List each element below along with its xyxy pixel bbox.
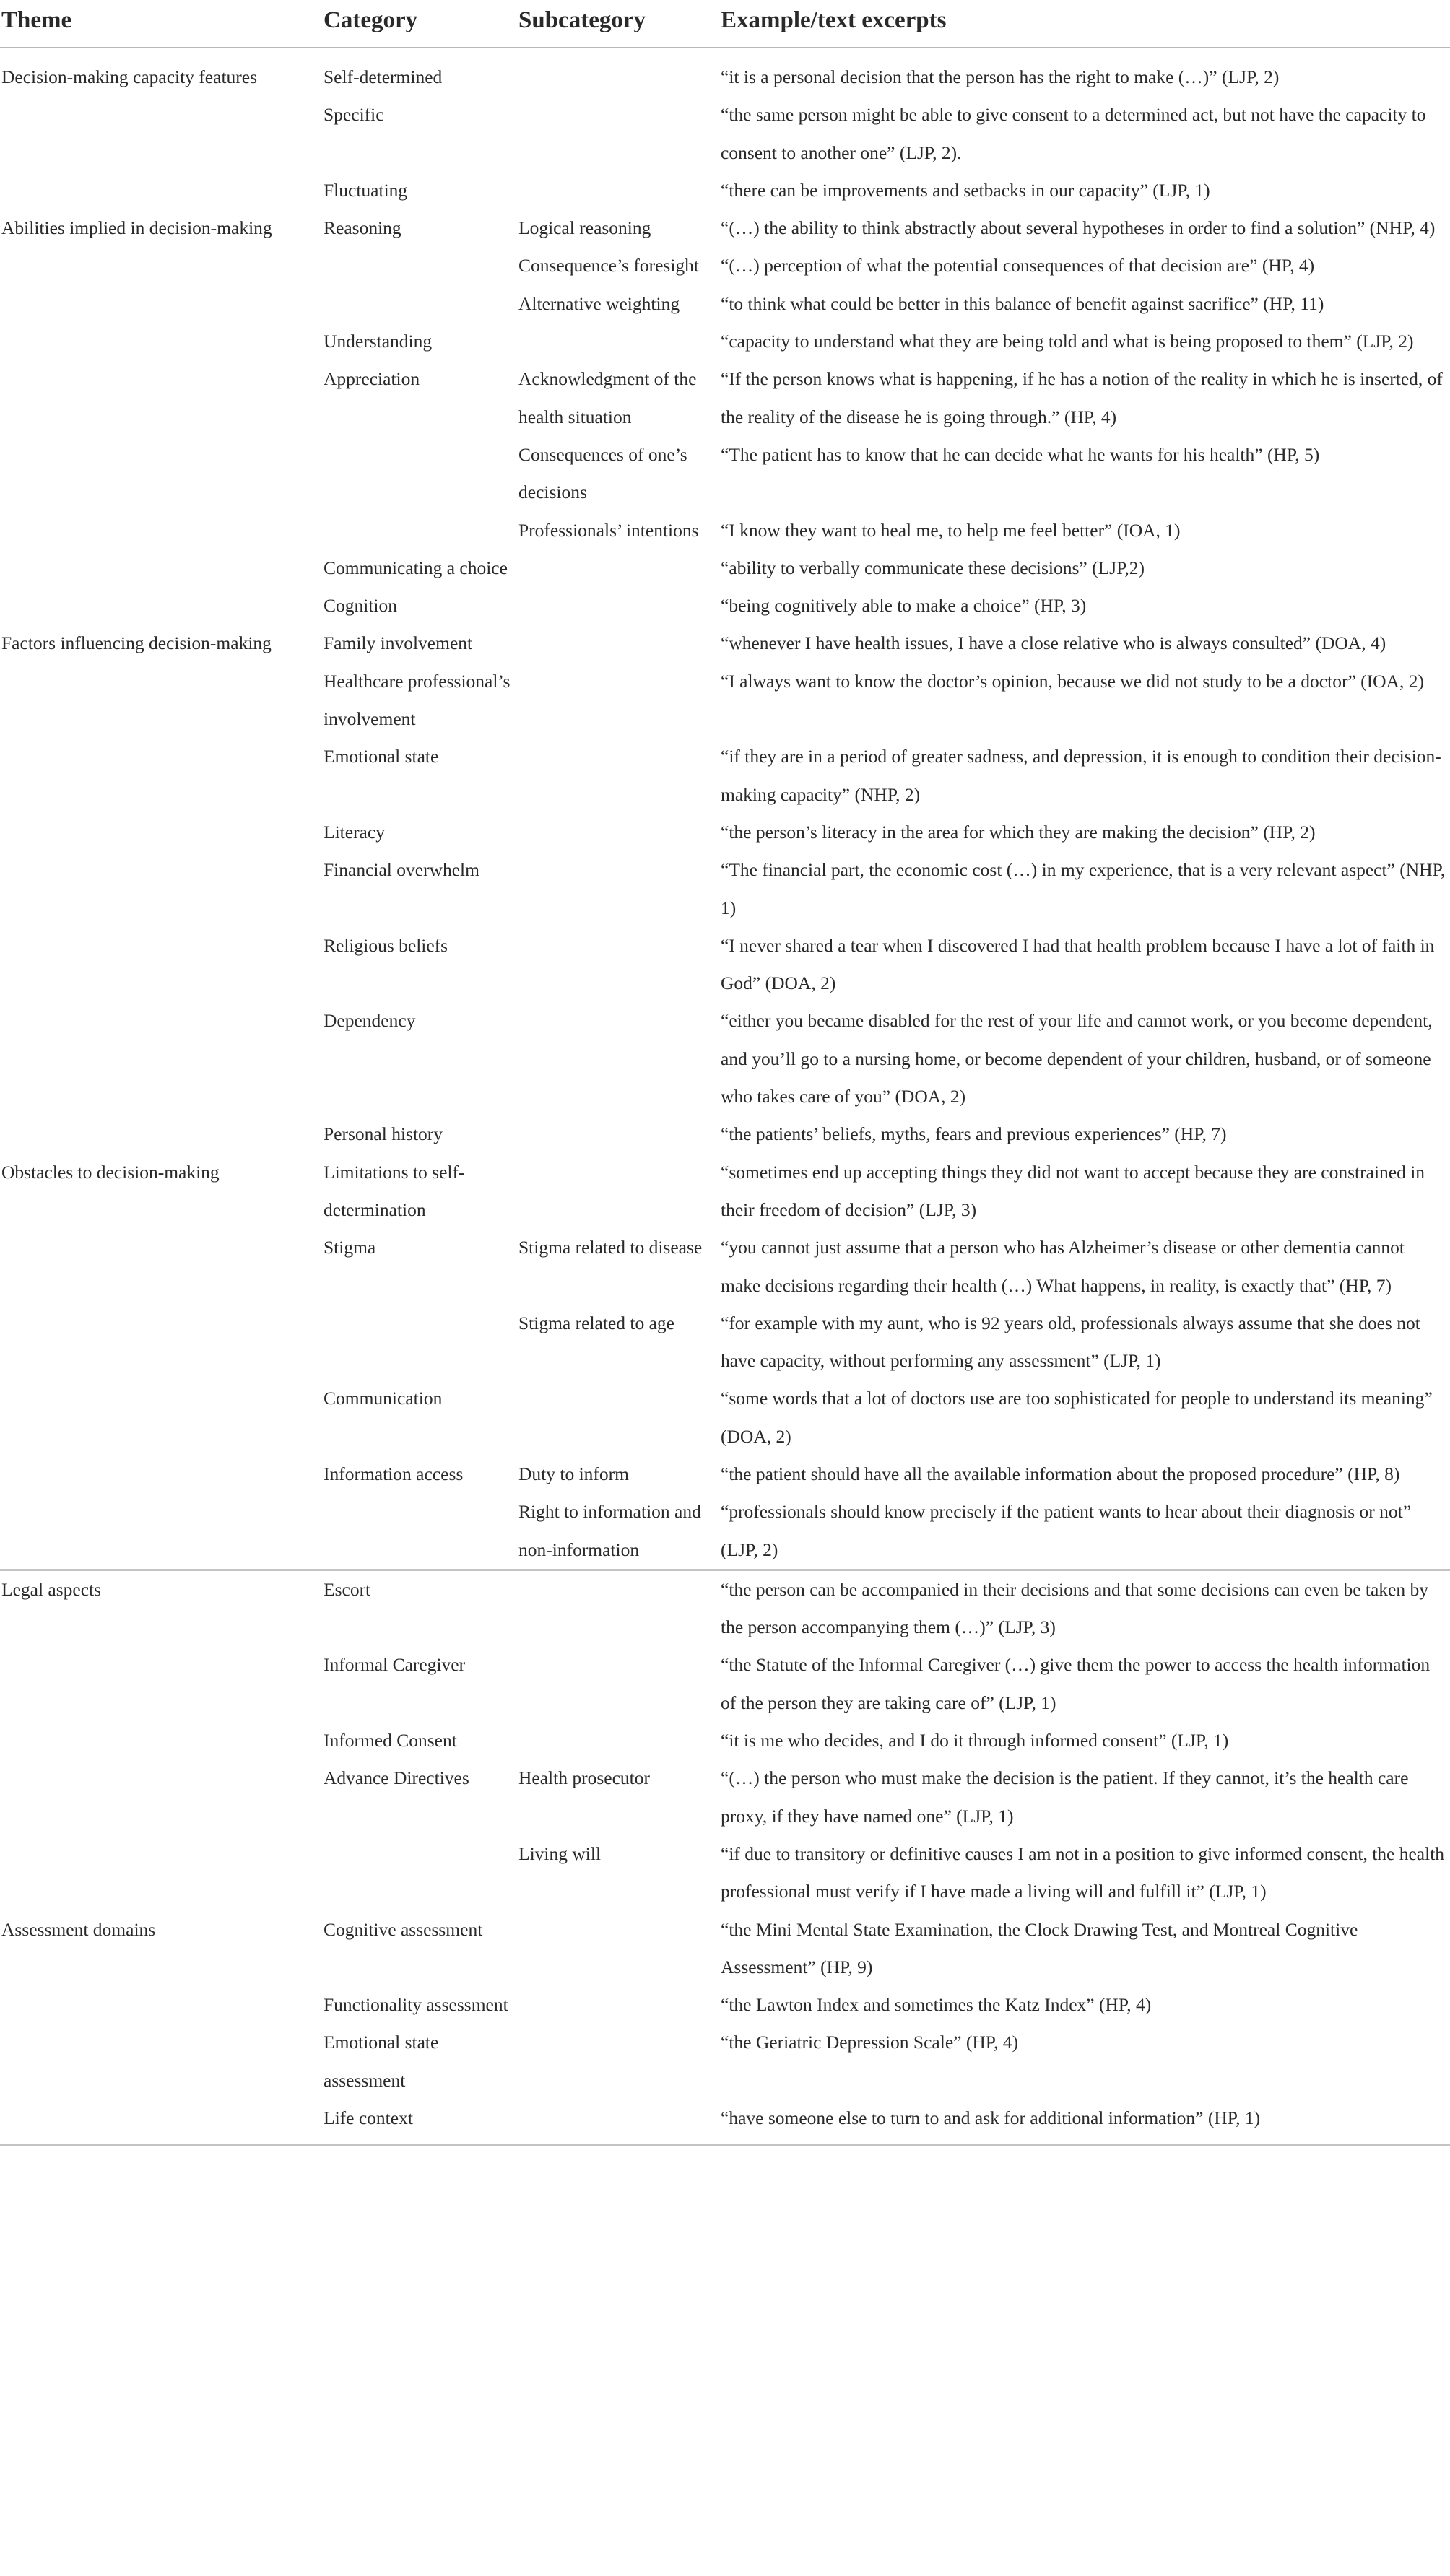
cell-subcategory: Acknowledgment of the health situation: [518, 368, 697, 427]
cell-subcategory: [518, 663, 721, 739]
cell-subcategory: Health prosecutor: [518, 1767, 650, 1789]
cell-theme: [0, 1115, 324, 1153]
table-row: [0, 48, 1450, 96]
table-row: [0, 1911, 1450, 1987]
table-row: [0, 360, 1450, 436]
cell-theme: [0, 360, 324, 436]
cell-excerpt: “the patients’ beliefs, myths, fears and previous experiences” (HP, 7): [721, 1123, 1227, 1145]
cell-category: Stigma: [324, 1237, 376, 1258]
cell-excerpt: “capacity to understand what they are being told and what is being proposed to them” (LJP, 2): [721, 331, 1414, 352]
cell-category: Reasoning: [324, 217, 401, 239]
cell-theme: Obstacles to decision-making: [1, 1161, 220, 1183]
cell-excerpt: “some words that a lot of doctors use are too sophisticated for people to understand its meaning” (DOA, 2): [721, 1388, 1433, 1447]
cell-theme: [0, 436, 324, 512]
cell-category: Understanding: [324, 331, 433, 352]
cell-category: Self-determined: [324, 66, 443, 87]
cell-excerpt: “The financial part, the economic cost (…) in my experience, that is a very relevant aspect” (NHP, 1): [721, 859, 1446, 918]
cell-subcategory: Right to information and non-information: [518, 1501, 701, 1560]
cell-theme: [0, 1305, 324, 1380]
cell-category: [324, 512, 518, 549]
cell-category: Religious beliefs: [324, 934, 448, 956]
cell-theme: [0, 814, 324, 851]
cell-subcategory: [518, 1115, 721, 1153]
cell-theme: [0, 927, 324, 1003]
table-row: [0, 2024, 1450, 2099]
cell-subcategory: [518, 1570, 721, 1646]
table-row: [0, 1002, 1450, 1115]
cell-category: [324, 285, 518, 323]
header-theme: Theme: [0, 0, 324, 48]
cell-excerpt: “whenever I have health issues, I have a close relative who is always consulted” (DOA, 4): [721, 632, 1386, 654]
table-row: [0, 587, 1450, 625]
cell-theme: [0, 1646, 324, 1722]
cell-category: [324, 1493, 518, 1570]
cell-subcategory: [518, 2024, 721, 2099]
cell-theme: [0, 1380, 324, 1455]
table-row: [0, 1986, 1450, 2024]
table-row: [0, 1570, 1450, 1646]
cell-excerpt: “I always want to know the doctor’s opinion, because we did not study to be a doctor” (IOA, 2): [721, 670, 1424, 692]
cell-category: Communicating a choice: [324, 557, 508, 578]
cell-theme: [0, 851, 324, 927]
cell-category: Specific: [324, 104, 384, 126]
table-row: [0, 851, 1450, 927]
cell-category: Communication: [324, 1388, 443, 1409]
cell-theme: Assessment domains: [1, 1918, 156, 1940]
cell-subcategory: Logical reasoning: [518, 217, 651, 239]
cell-excerpt: “being cognitively able to make a choice” (HP, 3): [721, 595, 1087, 617]
table-row: [0, 1154, 1450, 1230]
cell-excerpt: “if they are in a period of greater sadness, and depression, it is enough to condition their decision-making capacity” (NHP, 2): [721, 746, 1441, 805]
cell-excerpt: “the Mini Mental State Examination, the Clock Drawing Test, and Montreal Cognitive Assessment” (HP, 9): [721, 1918, 1358, 1977]
table-row: [0, 1493, 1450, 1570]
cell-subcategory: [518, 927, 721, 1003]
cell-category: Cognition: [324, 595, 398, 617]
cell-subcategory: [518, 172, 721, 209]
cell-theme: [0, 285, 324, 323]
cell-excerpt: “you cannot just assume that a person who has Alzheimer’s disease or other dementia cannot make decisions regarding their health (…) What happens, in reality, is exactly that” (HP, 7): [721, 1237, 1405, 1296]
cell-subcategory: Professionals’ intentions: [518, 519, 699, 541]
cell-category: Informal Caregiver: [324, 1654, 466, 1676]
cell-category: Functionality assessment: [324, 1994, 508, 2016]
header-excerpt: Example/text excerpts: [721, 0, 1450, 48]
cell-excerpt: “there can be improvements and setbacks in our capacity” (LJP, 1): [721, 179, 1210, 201]
cell-category: [324, 247, 518, 284]
cell-subcategory: [518, 1646, 721, 1722]
cell-excerpt: “to think what could be better in this balance of benefit against sacrifice” (HP, 11): [721, 292, 1324, 314]
cell-subcategory: [518, 323, 721, 360]
cell-category: Dependency: [324, 1010, 416, 1032]
table-row: [0, 2099, 1450, 2146]
cell-theme: Abilities implied in decision-making: [1, 217, 272, 239]
cell-theme: [0, 172, 324, 209]
cell-category: Fluctuating: [324, 179, 408, 201]
cell-subcategory: [518, 48, 721, 96]
cell-category: Literacy: [324, 821, 385, 843]
header-row: [0, 0, 1450, 48]
table-row: [0, 512, 1450, 549]
cell-theme: [0, 587, 324, 625]
cell-excerpt: “the patient should have all the available information about the proposed procedure” (HP, 8): [721, 1463, 1400, 1484]
table-row: [0, 1305, 1450, 1380]
table-row: [0, 1229, 1450, 1305]
cell-subcategory: [518, 1986, 721, 2024]
cell-subcategory: [518, 587, 721, 625]
cell-excerpt: “(…) perception of what the potential consequences of that decision are” (HP, 4): [721, 255, 1315, 277]
cell-theme: Legal aspects: [0, 1570, 324, 1646]
cell-excerpt: “for example with my aunt, who is 92 years old, professionals always assume that she does not have capacity, without performing any assessment” (LJP, 1): [721, 1312, 1420, 1372]
cell-category: Emotional state assessment: [324, 2032, 439, 2091]
table-row: [0, 1380, 1450, 1455]
cell-excerpt: “the same person might be able to give consent to a determined act, but not have the capacity to consent to another one” (LJP, 2).: [721, 104, 1426, 163]
table-row: [0, 549, 1450, 587]
table-row: [0, 1646, 1450, 1722]
table-row: [0, 247, 1450, 284]
table-row: [0, 96, 1450, 172]
cell-excerpt: “The patient has to know that he can decide what he wants for his health” (HP, 5): [721, 443, 1320, 465]
table-header: [0, 0, 1450, 48]
cell-subcategory: Stigma related to disease: [518, 1237, 703, 1258]
table-body: [0, 48, 1450, 2146]
cell-subcategory: [518, 1002, 721, 1115]
cell-subcategory: [518, 96, 721, 172]
cell-excerpt: “(…) the ability to think abstractly about several hypotheses in order to find a solution” (NHP, 4): [721, 217, 1436, 239]
cell-category: Healthcare professional’s involvement: [324, 670, 511, 730]
cell-category: Appreciation: [324, 368, 420, 390]
cell-category: Advance Directives: [324, 1767, 469, 1789]
table-row: [0, 663, 1450, 739]
cell-theme: Factors influencing decision-making: [1, 632, 272, 654]
cell-theme: [0, 1455, 324, 1493]
cell-subcategory: Alternative weighting: [518, 292, 680, 314]
cell-subcategory: Living will: [518, 1842, 602, 1864]
table-row: [0, 1455, 1450, 1493]
table-row: [0, 927, 1450, 1003]
table-row: [0, 1835, 1450, 1911]
cell-subcategory: [518, 1380, 721, 1455]
cell-excerpt: “ability to verbally communicate these decisions” (LJP,2): [721, 557, 1145, 578]
cell-category: Emotional state: [324, 746, 439, 767]
cell-excerpt: “If the person knows what is happening, if he has a notion of the reality in which he is inserted, of the reality of the disease he is going through.” (HP, 4): [721, 368, 1443, 427]
cell-subcategory: Consequences of one’s decisions: [518, 443, 687, 503]
cell-excerpt: “the Statute of the Informal Caregiver (…) give them the power to access the health information of the person they are taking care of” (LJP, 1): [721, 1654, 1431, 1713]
cell-theme: [0, 1722, 324, 1759]
cell-category: [324, 1305, 518, 1380]
cell-subcategory: [518, 2099, 721, 2146]
cell-theme: [0, 1759, 324, 1835]
cell-theme: [0, 512, 324, 549]
cell-theme: [0, 549, 324, 587]
cell-subcategory: [518, 851, 721, 927]
cell-subcategory: [518, 738, 721, 814]
cell-subcategory: [518, 549, 721, 587]
cell-subcategory: [518, 1722, 721, 1759]
cell-excerpt: “the person’s literacy in the area for which they are making the decision” (HP, 2): [721, 821, 1316, 843]
cell-excerpt: “the Lawton Index and sometimes the Katz Index” (HP, 4): [721, 1994, 1152, 2016]
cell-excerpt: “sometimes end up accepting things they did not want to accept because they are constrained in their freedom of decision” (LJP, 3): [721, 1161, 1425, 1220]
table-row: [0, 323, 1450, 360]
cell-excerpt: “the person can be accompanied in their decisions and that some decisions can even be taken by the person accompanying them (…)” (LJP, 3): [721, 1570, 1450, 1646]
table-row: [0, 1115, 1450, 1153]
cell-theme: [0, 2024, 324, 2099]
cell-excerpt: “(…) the person who must make the decision is the patient. If they cannot, it’s the health care proxy, if they have named one” (LJP, 1): [721, 1767, 1409, 1827]
cell-theme: [0, 1986, 324, 2024]
table-row: [0, 172, 1450, 209]
cell-theme: [0, 1493, 324, 1570]
cell-subcategory: [518, 1154, 721, 1230]
table-row: [0, 209, 1450, 247]
cell-subcategory: [518, 625, 721, 662]
header-category: Category: [324, 0, 518, 48]
cell-subcategory: [518, 814, 721, 851]
table-row: [0, 1722, 1450, 1759]
cell-theme: [0, 1002, 324, 1115]
cell-excerpt: “it is me who decides, and I do it through informed consent” (LJP, 1): [721, 1730, 1229, 1752]
cell-theme: [0, 96, 324, 172]
cell-subcategory: Consequence’s foresight: [518, 255, 699, 277]
cell-category: [324, 436, 518, 512]
cell-category: Escort: [324, 1570, 518, 1646]
cell-theme: [0, 738, 324, 814]
cell-excerpt: “if due to transitory or definitive causes I am not in a position to give informed consent, the health professional must verify if I have made a living will and fulfill it” (LJP, 1): [721, 1842, 1445, 1902]
cell-theme: [0, 247, 324, 284]
cell-category: Information access: [324, 1463, 464, 1484]
table-row: [0, 436, 1450, 512]
cell-category: Cognitive assessment: [324, 1918, 483, 1940]
cell-category: Personal history: [324, 1123, 443, 1145]
cell-excerpt: “it is a personal decision that the person has the right to make (…)” (LJP, 2): [721, 66, 1280, 87]
table-row: [0, 814, 1450, 851]
cell-category: Informed Consent: [324, 1730, 457, 1752]
cell-subcategory: [518, 1911, 721, 1987]
cell-excerpt: “professionals should know precisely if the patient wants to hear about their diagnosis or not” (LJP, 2): [721, 1501, 1412, 1560]
cell-category: [324, 1835, 518, 1911]
cell-excerpt: “I never shared a tear when I discovered I had that health problem because I have a lot of faith in God” (DOA, 2): [721, 934, 1435, 994]
cell-category: Family involvement: [324, 632, 473, 654]
cell-excerpt: “the Geriatric Depression Scale” (HP, 4): [721, 2032, 1019, 2053]
header-subcategory: Subcategory: [518, 0, 721, 48]
cell-theme: Decision-making capacity features: [1, 66, 258, 87]
cell-subcategory: Duty to inform: [518, 1463, 629, 1484]
cell-category: Life context: [324, 2099, 518, 2146]
cell-theme: [0, 2099, 324, 2146]
table-row: [0, 285, 1450, 323]
cell-excerpt: “either you became disabled for the rest of your life and cannot work, or you become dependent, and you’ll go to a nursing home, or become dependent of your children, husband, or of someone who takes care of you” (DOA, 2): [721, 1010, 1433, 1108]
cell-category: Financial overwhelm: [324, 859, 479, 881]
cell-theme: [0, 663, 324, 739]
cell-excerpt: “have someone else to turn to and ask for additional information” (HP, 1): [721, 2099, 1450, 2146]
cell-theme: [0, 323, 324, 360]
table-row: [0, 625, 1450, 662]
cell-excerpt: “I know they want to heal me, to help me feel better” (IOA, 1): [721, 519, 1181, 541]
cell-theme: [0, 1835, 324, 1911]
cell-theme: [0, 1229, 324, 1305]
table-row: [0, 1759, 1450, 1835]
cell-subcategory: Stigma related to age: [518, 1312, 674, 1333]
cell-category: Limitations to self-determination: [324, 1161, 465, 1220]
table-row: [0, 738, 1450, 814]
